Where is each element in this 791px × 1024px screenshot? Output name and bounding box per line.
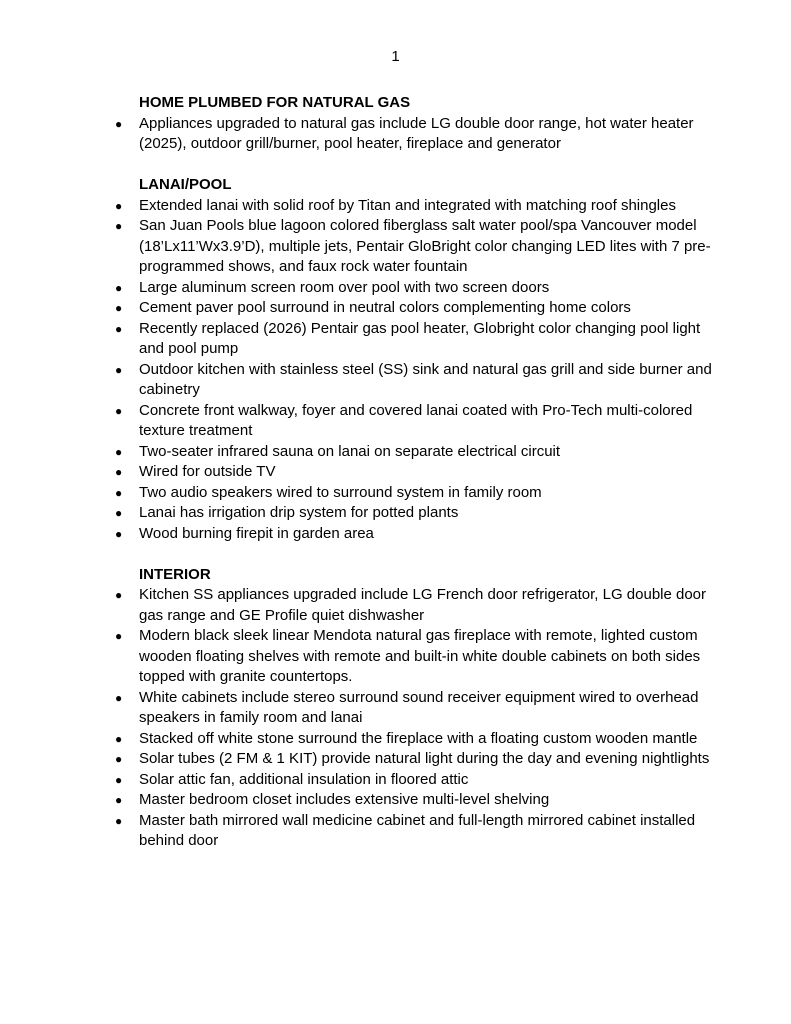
bullet-list [118,585,718,852]
list-item: ● Appliances upgraded to natural gas include LG double door range, hot water heater (2025), outdoor grill/burner, pool heater, fireplace and generator [118,114,718,155]
list-item: ● Modern black sleek linear Mendota natural gas fireplace with remote, lighted custom wooden floating shelves with remote and built-in white double cabinets on both sides topped with granite countertops. [118,626,718,688]
section-interior [118,565,718,852]
list-item: ● Recently replaced (2026) Pentair gas pool heater, Globright color changing pool light and pool pump [118,319,718,360]
list-item: ● Large aluminum screen room over pool with two screen doors [118,278,718,299]
section-lanai-pool [118,175,718,544]
section-heading: INTERIOR [139,565,211,583]
list-item: ● San Juan Pools blue lagoon colored fiberglass salt water pool/spa Vancouver model (18’Lx11’Wx3.9’D), multiple jets, Pentair GloBright color changing LED lites with 7 pre-programmed shows, and faux rock water fountain [118,216,718,278]
list-item: ● Outdoor kitchen with stainless steel (SS) sink and natural gas grill and side burner and cabinetry [118,360,718,401]
page-number: 1 [391,48,400,65]
list-item: ● Wood burning firepit in garden area [118,524,718,545]
list-item: ● Solar tubes (2 FM & 1 KIT) provide natural light during the day and evening nightlights [118,749,718,770]
list-item: ● White cabinets include stereo surround sound receiver equipment wired to overhead speakers in family room and lanai [118,688,718,729]
list-item: ● Solar attic fan, additional insulation in floored attic [118,770,718,791]
list-item: ● Concrete front walkway, foyer and covered lanai coated with Pro-Tech multi-colored texture treatment [118,401,718,442]
list-item: ● Two-seater infrared sauna on lanai on separate electrical circuit [118,442,718,463]
list-item: ● Stacked off white stone surround the fireplace with a floating custom wooden mantle [118,729,718,750]
list-item: ● Cement paver pool surround in neutral colors complementing home colors [118,298,718,319]
list-item: ● Kitchen SS appliances upgraded include LG French door refrigerator, LG double door gas range and GE Profile quiet dishwasher [118,585,718,626]
list-item: ● Lanai has irrigation drip system for potted plants [118,503,718,524]
list-item: ● Wired for outside TV [118,462,718,483]
list-item: ● Two audio speakers wired to surround system in family room [118,483,718,504]
bullet-list [118,114,718,155]
list-item: ● Extended lanai with solid roof by Titan and integrated with matching roof shingles [118,196,718,217]
list-item: ● Master bedroom closet includes extensive multi-level shelving [118,790,718,811]
section-heading: HOME PLUMBED FOR NATURAL GAS [139,94,411,111]
section-natural-gas [118,93,718,155]
section-heading: LANAI/POOL [139,176,232,193]
bullet-list [118,196,718,545]
document-body [118,93,718,852]
list-item: ● Master bath mirrored wall medicine cabinet and full-length mirrored cabinet installed behind door [118,811,718,852]
